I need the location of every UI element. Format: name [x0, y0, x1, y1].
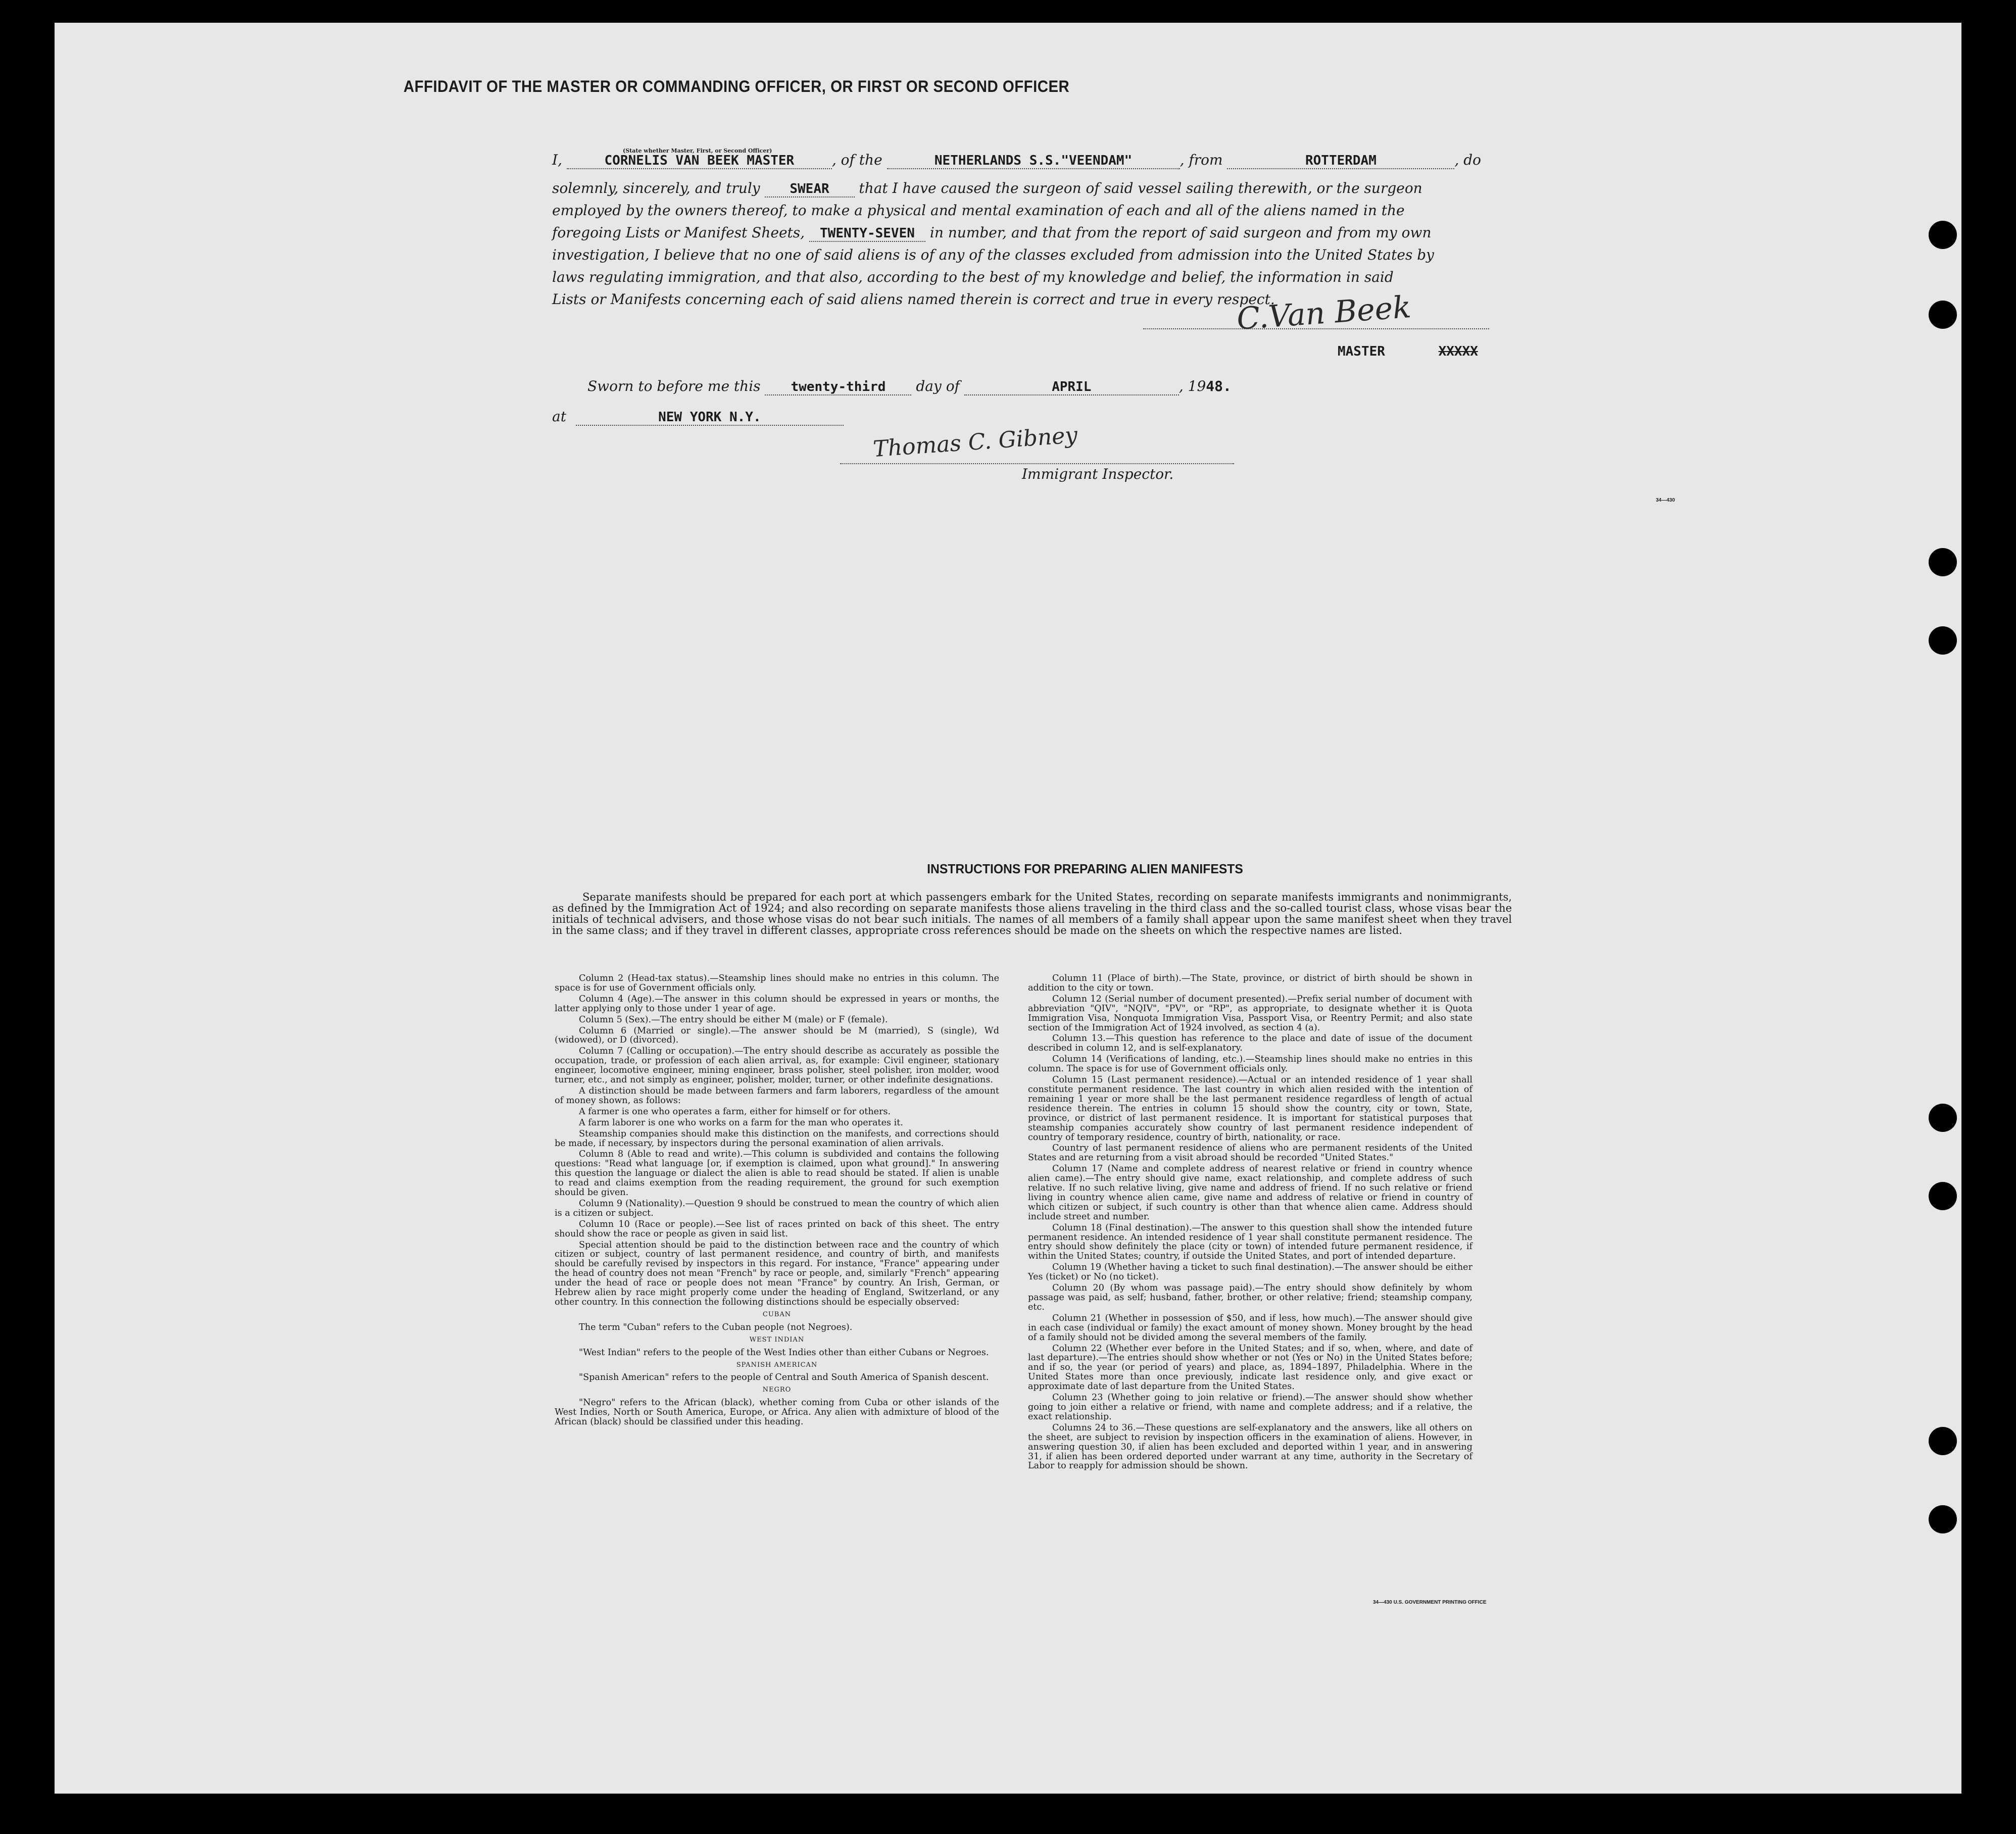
- affidavit-line-1: I, CORNELIS VAN BEEK MASTER , of the NETHERLANDS S.S."VEENDAM" , from ROTTERDAM , do: [552, 152, 1482, 168]
- binder-hole: [1929, 301, 1957, 329]
- binder-hole: [1929, 221, 1957, 249]
- instruction-paragraph: Column 11 (Place of birth).—The State, province, or district of birth should be shown in addition to the city or town.: [1028, 973, 1472, 993]
- binder-hole: [1929, 548, 1957, 576]
- instruction-paragraph: Column 12 (Serial number of document presented).—Prefix serial number of document with abbreviation "QIV", "NQIV", "PV", or "RP", as appropriate, to designate whether it is Quota Immigration Visa, Nonquota Immigration Visa, Passport Visa, or Reentry Permit; and also state section of the Immigration Act of 1924 involved, as section 4 (a).: [1028, 994, 1472, 1033]
- printing-office-footer: 34—430 U.S. GOVERNMENT PRINTING OFFICE: [1373, 1600, 1487, 1605]
- section-heading: CUBAN: [762, 1310, 792, 1318]
- instruction-paragraph: A distinction should be made between farmers and farm laborers, regardless of the amount of money shown, as follows:: [555, 1085, 999, 1106]
- binder-hole: [1929, 1505, 1957, 1533]
- instruction-paragraph: Column 9 (Nationality).—Question 9 should be construed to mean the country of which alien is a citizen or subject.: [555, 1198, 999, 1218]
- sworn-line: Sworn to before me this twenty-third day of APRIL , 1948.: [587, 378, 1232, 394]
- instructions-title: INSTRUCTIONS FOR PREPARING ALIEN MANIFESTS: [927, 861, 1243, 876]
- binder-hole: [1929, 626, 1957, 655]
- instruction-paragraph: Column 15 (Last permanent residence).—Actual or an intended residence of 1 year shall constitute permanent residence. The last country in which alien resided with the intention of remaining 1 year or more shall be the last permanent residence regardless of length of actual residence therein. The entries in column 15 should show the country, city or town, State, province, or district of last permanent residence. It is important for statistical purposes that steamship companies accurately show country of last permanent residence independent of country of temporary residence, country of birth, nationality, or race.: [1028, 1075, 1472, 1143]
- master-signature-line: [1143, 328, 1489, 329]
- affidavit-line-7: Lists or Manifests concerning each of said aliens named therein is correct and true in every respect.: [552, 291, 1275, 308]
- binder-hole: [1929, 1182, 1957, 1210]
- section-heading: NEGRO: [762, 1386, 792, 1394]
- count-field: TWENTY-SEVEN: [809, 226, 925, 242]
- instruction-paragraph: Column 4 (Age).—The answer in this column should be expressed in years or months, the latter applying only to those under 1 year of age.: [555, 994, 999, 1014]
- instruction-paragraph: "Spanish American" refers to the people of Central and South America of Spanish descent.: [579, 1372, 989, 1383]
- instruction-paragraph: Column 5 (Sex).—The entry should be either M (male) or F (female).: [579, 1014, 888, 1025]
- binder-hole: [1929, 1427, 1957, 1455]
- instruction-paragraph: "West Indian" refers to the people of the West Indies other than either Cubans or Negroes.: [579, 1347, 989, 1358]
- affidavit-title: AFFIDAVIT OF THE MASTER OR COMMANDING OFFICER, OR FIRST OR SECOND OFFICER: [403, 77, 1070, 95]
- instruction-paragraph: Column 18 (Final destination).—The answer to this question shall show the intended future permanent residence. An intended residence of 1 year shall constitute permanent residence. The entry should show definitely the place (city or town) of intended future permanent residence, if within the United States; country, if outside the United States, and port of intended departure.: [1028, 1222, 1472, 1262]
- instruction-paragraph: Column 2 (Head-tax status).—Steamship lines should make no entries in this column. The space is for use of Government officials only.: [555, 973, 999, 993]
- inspector-signature: Thomas C. Gibney: [872, 422, 1078, 463]
- instructions-left-column: [555, 974, 999, 1428]
- instruction-paragraph: The term "Cuban" refers to the Cuban people (not Negroes).: [579, 1322, 853, 1332]
- instruction-paragraph: Column 19 (Whether having a ticket to such final destination).—The answer should be either Yes (ticket) or No (no ticket).: [1028, 1262, 1472, 1282]
- month-field: APRIL: [964, 379, 1179, 395]
- section-heading: SPANISH AMERICAN: [736, 1361, 818, 1369]
- instruction-paragraph: Column 8 (Able to read and write).—This column is subdivided and contains the following questions: "Read what language [or, if exemption is claimed, upon what ground]." In answering this question the language or dialect the alien is able to read should be stated. If alien is unable to read and claims exemption from the reading requirement, the ground for such exemption should be given.: [555, 1149, 999, 1198]
- officer-note: (State whether Master, First, or Second Officer): [623, 147, 772, 154]
- master-signature: C.Van Beek: [1235, 289, 1412, 337]
- instruction-paragraph: A farm laborer is one who works on a farm for the man who operates it.: [579, 1117, 903, 1128]
- master-title: MASTER XXXXX: [1338, 344, 1478, 359]
- day-field: twenty-third: [765, 379, 911, 395]
- place-field: NEW YORK N.Y.: [576, 410, 844, 426]
- officer-name-field: CORNELIS VAN BEEK MASTER: [567, 153, 832, 169]
- affidavit-line-5: investigation, I believe that no one of said aliens is of any of the classes excluded from admission into the United States by: [552, 246, 1434, 263]
- affidavit-line-4: foregoing Lists or Manifest Sheets, TWENTY-SEVEN in number, and that from the report of said surgeon and from my own: [552, 224, 1432, 241]
- oath-field: SWEAR: [765, 181, 855, 197]
- port-field: ROTTERDAM: [1227, 153, 1454, 169]
- instruction-paragraph: Columns 24 to 36.—These questions are self-explanatory and the answers, like all others on the sheet, are subject to revision by inspection officers in the examination of aliens. However, in answering question 30, if alien has been excluded and deported within 1 year, and in answering 31, if alien has been ordered deported under warrant at any time, authority in the Secretary of Labor to reapply for admission should be shown.: [1028, 1422, 1472, 1471]
- form-ref: 34—430: [1656, 498, 1675, 503]
- instructions-intro: Separate manifests should be prepared for each port at which passengers embark for the United States, recording on separate manifests immigrants and nonimmigrants, as defined by the Immigration Act of 1924; and also recording on separate manifests those aliens traveling in the third class and the so-called tourist class, whose visas bear the initials of technical advisers, and those whose visas do not bear such initials. The names of all members of a family shall appear upon the same manifest sheet when they travel in the same class; and if they travel in different classes, appropriate cross references should be made on the sheets on which the respective names are listed.: [552, 891, 1512, 936]
- instruction-paragraph: Country of last permanent residence of aliens who are permanent residents of the United States and are returning from a visit abroad should be recorded "United States.": [1028, 1143, 1472, 1163]
- instruction-paragraph: Column 10 (Race or people).—See list of races printed on back of this sheet. The entry should show the race or people as given in said list.: [555, 1219, 999, 1239]
- instruction-paragraph: Steamship companies should make this distinction on the manifests, and corrections should be made, if necessary, by inspectors during the personal examination of alien arrivals.: [555, 1128, 999, 1149]
- instruction-paragraph: A farmer is one who operates a farm, either for himself or for others.: [579, 1106, 891, 1117]
- instruction-paragraph: Column 23 (Whether going to join relative or friend).—The answer should show whether going to join either a relative or friend, with name and complete address; and if a relative, the exact relationship.: [1028, 1393, 1472, 1422]
- affidavit-line-3: employed by the owners thereof, to make a physical and mental examination of each and all of the aliens named in the: [552, 202, 1405, 219]
- section-heading: WEST INDIAN: [749, 1335, 805, 1344]
- affidavit-line-6: laws regulating immigration, and that also, according to the best of my knowledge and belief, the information in said: [552, 269, 1394, 285]
- binder-hole: [1929, 1104, 1957, 1132]
- inspector-title: Immigrant Inspector.: [1022, 466, 1174, 482]
- affidavit-line-2: solemnly, sincerely, and truly SWEAR that I have caused the surgeon of said vessel sailing therewith, or the surgeon: [552, 180, 1422, 196]
- instruction-paragraph: Column 7 (Calling or occupation).—The entry should describe as accurately as possible the occupation, trade, or profession of each alien arrival, as, for example: Civil engineer, stationary engineer, locomotive engineer, mining engineer, brass polisher, steel polisher, iron molder, wood turner, etc., and not simply as engineer, polisher, molder, turner, or other indefinite designations.: [555, 1046, 999, 1085]
- instruction-paragraph: Special attention should be paid to the distinction between race and the country of which citizen or subject, country of last permanent residence, and country of birth, and manifests should be carefully revised by inspectors in this regard. For instance, "France" appearing under the head of country does not mean "French" by race or people, and, similarly "French" appearing under the head of race or people does not mean "France" by country. An Irish, German, or Hebrew alien by race might properly come under the heading of England, Switzerland, or any other country. In this connection the following distinctions should be especially observed:: [555, 1240, 999, 1307]
- instructions-right-column: [1028, 974, 1472, 1472]
- instruction-paragraph: Column 17 (Name and complete address of nearest relative or friend in country whence alien came).—The entry should give name, exact relationship, and complete address of such relative. If no such relative living, give name and address of friend. If no such relative or friend living in country whence alien came, give name and address of relative or friend in country of which citizen or subject, if such country is other than that whence alien came. Address should include street and number.: [1028, 1164, 1472, 1222]
- manifest-sheet: [55, 23, 1961, 1794]
- instruction-paragraph: Column 21 (Whether in possession of $50, and if less, how much).—The answer should give in each case (individual or family) the exact amount of money shown. Money brought by the head of a family should not be divided among the several members of the family.: [1028, 1313, 1472, 1343]
- instruction-paragraph: Column 6 (Married or single).—The answer should be M (married), S (single), Wd (widowed), or D (divorced).: [555, 1025, 999, 1046]
- instruction-paragraph: Column 22 (Whether ever before in the United States; and if so, when, where, and date of last departure).—The entries should show whether or not (Yes or No) in the United States before; and if so, the year (or period of years) and place, as, 1894–1897, Philadelphia. Where in the United States more than once previously, indicate last residence only, and give exact or approximate date of last departure from the United States.: [1028, 1343, 1472, 1392]
- instruction-paragraph: "Negro" refers to the African (black), whether coming from Cuba or other islands of the West Indies, North or South America, Europe, or Africa. Any alien with admixture of blood of the African (black) should be classified under this heading.: [555, 1398, 999, 1427]
- instruction-paragraph: Column 13.—This question has reference to the place and date of issue of the document described in column 12, and is self-explanatory.: [1028, 1033, 1472, 1054]
- at-line: at NEW YORK N.Y.: [552, 406, 1605, 428]
- year-field: 48.: [1206, 378, 1232, 394]
- instruction-paragraph: Column 14 (Verifications of landing, etc.).—Steamship lines should make no entries in this column. The space is for use of Government officials only.: [1028, 1054, 1472, 1074]
- instruction-paragraph: Column 20 (By whom was passage paid).—The entry should show definitely by whom passage was paid, as self; husband, father, brother, or other relative; friend; steamship company, etc.: [1028, 1283, 1472, 1312]
- vessel-field: NETHERLANDS S.S."VEENDAM": [887, 153, 1180, 169]
